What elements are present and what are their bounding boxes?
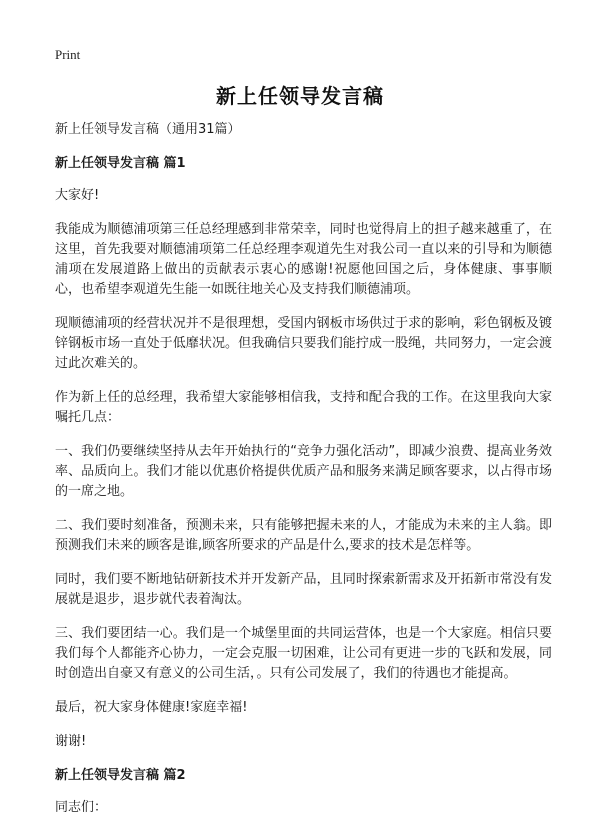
- print-label: Print: [55, 47, 81, 62]
- body-paragraph: 我能成为顺德浦项第三任总经理感到非常荣幸，同时也觉得肩上的担子越来越重了，在这里，首先我要对顺德浦项第二任总经理李观道先生对我公司一直以来的引导和为顺德浦项在发展道路上做出的贡献表示衷心的感谢!祝愿他回国之后，身体健康、事事顺心，也希望李观道先生能一如既往地关心及支持我们顺德浦项。: [55, 222, 552, 297]
- body-paragraph: 作为新上任的总经理，我希望大家能够相信我，支持和配合我的工作。在这里我向大家嘱托几点：: [55, 390, 552, 425]
- body-paragraph: 现顺德浦项的经营状况并不是很理想，受国内钢板市场供过于求的影响，彩色钢板及镀锌钢板市场一直处于低靡状况。但我确信只要我们能拧成一股绳，共同努力，一定会渡过此次难关的。: [55, 316, 552, 371]
- greeting-paragraph: 同志们：: [55, 800, 108, 815]
- greeting-paragraph: 大家好!: [55, 188, 100, 203]
- thanks-paragraph: 谢谢!: [55, 734, 87, 749]
- section-heading-1: 新上任领导发言稿 篇1: [55, 156, 186, 171]
- document-body: [55, 120, 552, 832]
- closing-paragraph: 最后，祝大家身体健康!家庭幸福!: [55, 700, 248, 715]
- body-paragraph: 三、我们要团结一心。我们是一个城堡里面的共同运营体，也是一个大家庭。相信只要我们每个人都能齐心协力，一定会克服一切困难，让公司有更进一步的飞跃和发展，同时创造出自豪又有意义的公司生活，。只有公司发展了，我们的待遇也才能提高。: [55, 626, 552, 681]
- document-subtitle: 新上任领导发言稿（通用31篇）: [55, 122, 241, 137]
- body-paragraph: 一、我们仍要继续坚持从去年开始执行的“竞争力强化活动”，即减少浪费、提高业务效率、品质向上。我们才能以优惠价格提供优质产品和服务来满足顾客要求，以占得市场的一席之地。: [55, 444, 552, 499]
- body-paragraph: 同时，我们要不断地钻研新技术并开发新产品，且同时探索新需求及开拓新市常没有发展就是退步，退步就代表着淘汰。: [55, 572, 552, 607]
- body-paragraph: 二、我们要时刻准备，预测未来，只有能够把握未来的人，才能成为未来的主人翁。即预测我们未来的顾客是谁,顾客所要求的产品是什么,要求的技术是怎样等。: [55, 518, 552, 553]
- section-heading-2: 新上任领导发言稿 篇2: [55, 768, 186, 783]
- document-title: 新上任领导发言稿: [216, 84, 384, 108]
